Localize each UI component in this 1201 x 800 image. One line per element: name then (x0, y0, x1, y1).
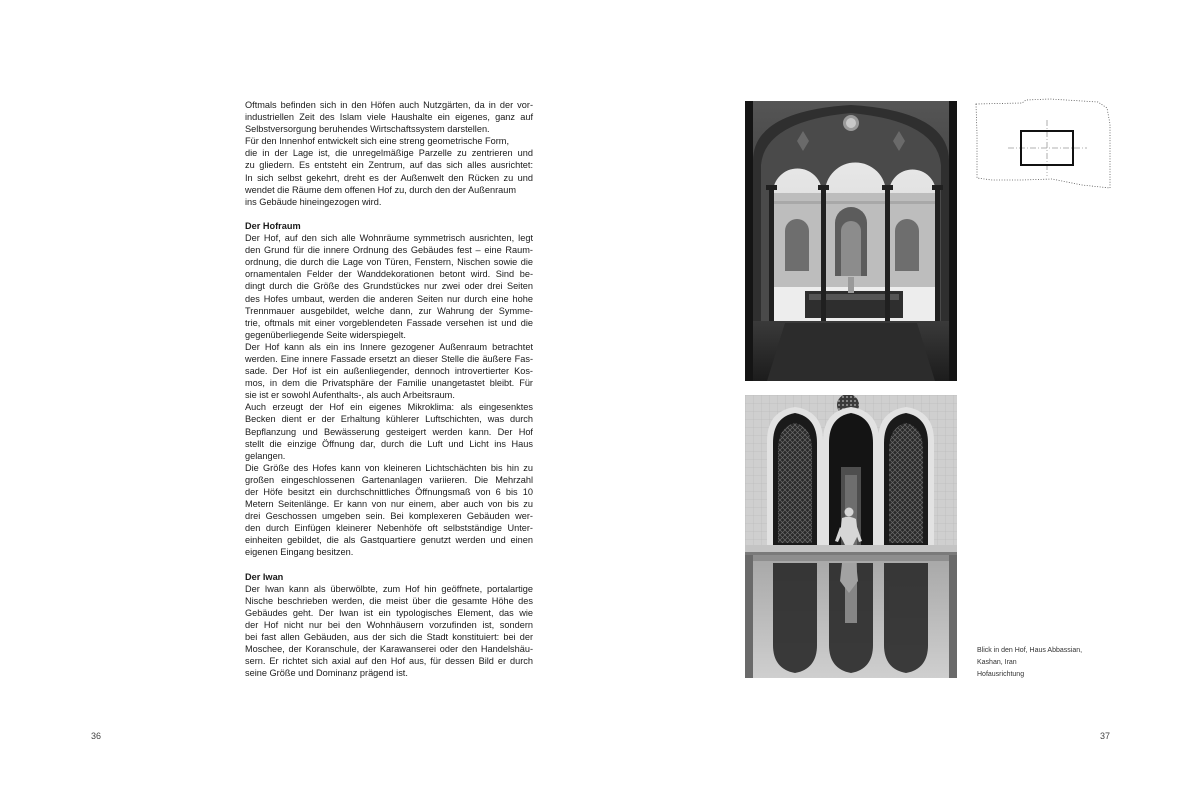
text-line: Oftmals befinden sich in den Höfen auch Nutzgärten, da in der vor- (245, 100, 533, 110)
courtyard-orientation-plan (970, 94, 1115, 194)
parcel-outline (976, 99, 1110, 188)
text-line: eigenen Eingang besitzen. (245, 547, 354, 558)
text-line: großen eingeschlossenen Gartenanlagen variieren. Die Mehrzahl (245, 474, 533, 485)
text-line: den durch Einfügen kleinerer Nebenhöfe oft selbstständige Unter- (245, 523, 533, 534)
text-line: stellt die einzige Öffnung dar, durch die Luft und Licht ins Haus (245, 438, 533, 449)
caption-line: Blick in den Hof, Haus Abbassian, (977, 647, 1083, 654)
text-line: sern. Er richtet sich axial auf den Hof aus, für dessen Bild er durch (245, 656, 533, 667)
text-line: Der Hof, auf den sich alle Wohnräume symmetrisch ausrichten, legt (245, 233, 533, 244)
text-line: gegenüberliegende Seite widerspiegelt. (245, 329, 406, 340)
section-heading-hofraum: Der Hofraum (245, 220, 301, 231)
text-line: Selbstversorgung beruhendes Wirtschaftssystem darstellen. (245, 124, 490, 135)
text-line: gelangen. (245, 450, 286, 461)
text-line: zu gliedern. Es entsteht ein Zentrum, auf das sich alles ausrichtet: (245, 160, 533, 171)
text-line: sie ist er sowohl Aufenthalts-, als auch Arbeitsraum. (245, 390, 455, 401)
text-line: Moschee, der Koranschule, der Karawanserei oder den Handelshäu- (245, 644, 533, 655)
caption-line: Kashan, Iran (977, 659, 1017, 666)
text-line: sade. Der Hof ist ein außenliegender, dennoch introvertierter Kos- (245, 366, 533, 377)
section-heading-iwan: Der Iwan (245, 571, 284, 582)
caption-line: Hofausrichtung (977, 671, 1025, 678)
text-line: wendet die Räume dem offenen Hof zu, durch den der Außenraum (245, 184, 517, 195)
text-line: Der Hof kann als ein ins Innere gezogener Außenraum betrachtet (245, 341, 533, 352)
text-line: Auch erzeugt der Hof ein eigenes Mikroklima: als eingesenktes (245, 402, 533, 413)
paragraph-gap (245, 559, 533, 571)
text-line: der Höfe besitzt ein durchschnittliches Öffnungsmaß von 6 bis 10 (245, 487, 533, 497)
text-line: Für den Innenhof entwickelt sich eine streng geometrische Form, (245, 136, 510, 147)
text-line: seine Größe und Dominanz prägend ist. (245, 668, 408, 679)
text-line: Der Iwan kann als überwölbte, zum Hof hin geöffnete, portalartige (245, 583, 533, 594)
text-line: den Grund für die innere Ordnung des Gebäudes fest – eine Raum- (245, 245, 533, 256)
text-line: ordnung, die durch die Lage von Türen, Fenstern, Nischen sowie die (245, 257, 533, 268)
text-line: Nische beschrieben werden, die meist über die gesamte Höhe des (245, 595, 533, 606)
text-line: des Hofes umbaut, werden die anderen Seiten nur durch eine hohe (245, 293, 533, 304)
photo-courtyard-view (745, 101, 957, 381)
page-number-left: 36 (91, 731, 102, 741)
text-line: mos, in dem die Privatsphäre der Familie unangetastet bleibt. Für (245, 378, 533, 389)
text-line: der Hof nicht nur bei den Wohnhäusern vorzufinden ist, sondern (245, 620, 533, 631)
text-line: industriellen Zeit des Islam viele Haushalte ein eigenes, ganz auf (245, 112, 533, 123)
text-line: dingt durch die Größe des Grundstückes nur zwei oder drei Seiten (245, 281, 533, 292)
text-line: werden. Eine innere Fassade ersetzt an dieser Stelle die äußere Fas- (245, 353, 533, 364)
figure-caption (977, 645, 1127, 681)
text-line: trie, oftmals mit einer vorgeblendeten Fassade versehen ist und die (245, 317, 533, 328)
text-line: die in der Lage ist, die unregelmäßige Parzelle zu zentrieren und (245, 148, 533, 159)
text-line: Becken dient er der Erhaltung kühlerer Luftschichten, was durch (245, 414, 533, 425)
text-line: Bepflanzung und Bewässerung gesteigert werden kann. Der Hof (245, 426, 533, 437)
text-line: Gebäudes geht. Der Iwan ist ein typologisches Element, das wie (245, 607, 533, 618)
text-line: Die Größe des Hofes kann von kleineren Lichtschächten bis hin zu (245, 462, 533, 473)
text-line: Metern Seitenlänge. Er kann von nur einem, aber auch von bis zu (245, 499, 533, 510)
text-line: bei fast allen Gebäuden, aus der sich die Stadt konstituiert: bei der (245, 632, 533, 643)
photo-iwan-reflecting-pool (745, 395, 957, 678)
text-line: einheiten gebildet, die als Gastquartiere genutzt werden und einen (245, 535, 533, 546)
text-line: In sich selbst gekehrt, dreht es der Außenwelt den Rücken zu und (245, 172, 533, 183)
body-text-column (245, 99, 533, 680)
text-line: drei Geschossen umgeben sein. Bei komplexeren Gebäuden wer- (245, 511, 533, 522)
text-line: ornamentalen Felder der Wanddekorationen betont wird. Sind be- (245, 269, 533, 280)
text-line: ins Gebäude hineingezogen wird. (245, 196, 382, 207)
paragraph-gap (245, 208, 533, 220)
text-line: Trennmauer ausgebildet, welche dann, zur Wahrung der Symme- (245, 305, 533, 316)
page-number-right: 37 (1100, 731, 1111, 741)
